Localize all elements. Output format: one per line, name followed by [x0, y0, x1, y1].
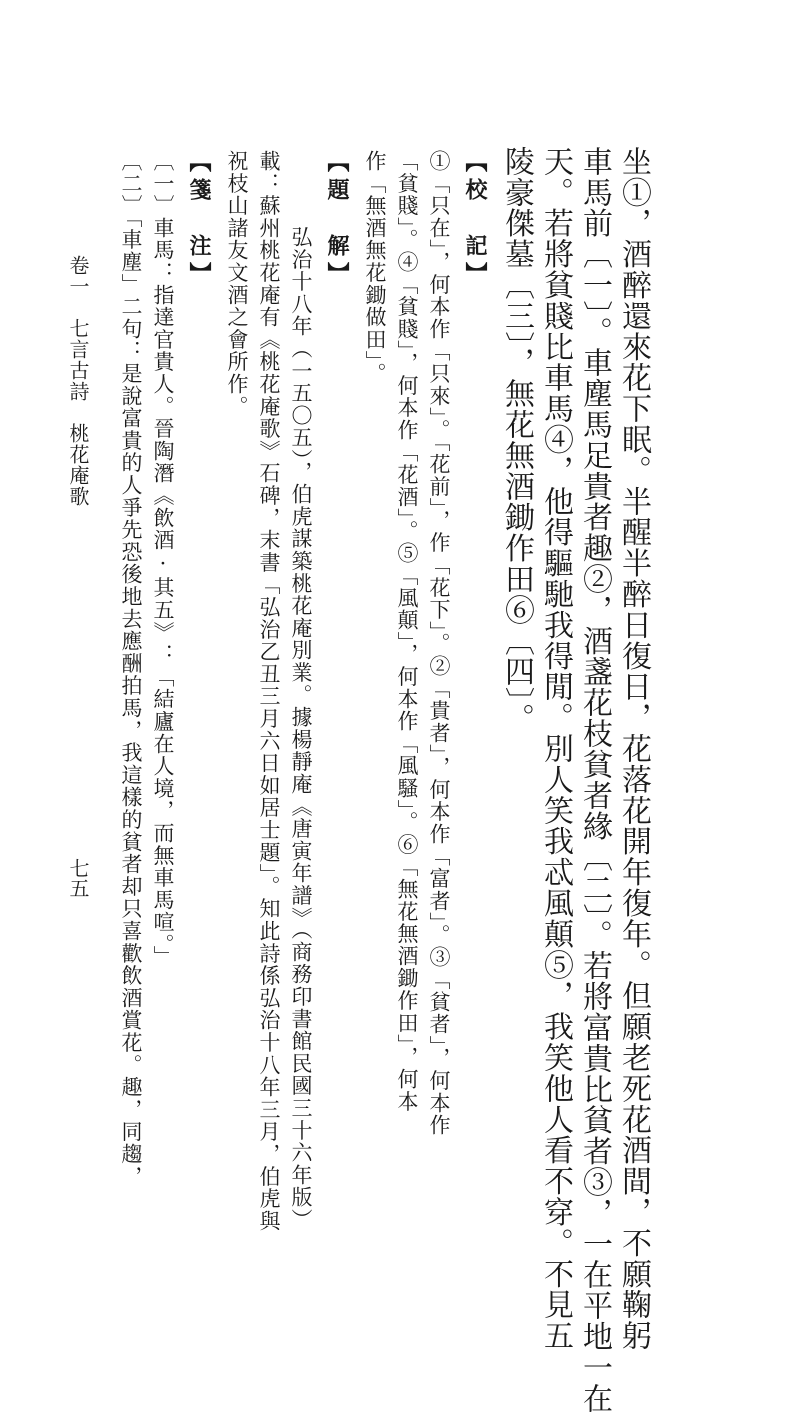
jiaoji-line-3: 作「無酒無花鋤做田」。 — [363, 150, 387, 385]
running-head: 卷一 七言古詩 桃花庵歌 — [66, 255, 90, 507]
jiaoji-heading: 【校 記】 — [462, 150, 488, 290]
tijie-line-2: 載：蘇州桃花庵有《桃花庵歌》石碑，末書「弘治乙丑三月六日如居士題」。知此詩係弘治十八年三月，伯虎與 — [257, 150, 281, 1233]
poem-line-2: 車馬前〔一〕。車塵馬足貴者趣②，酒盞花枝貧者緣〔二〕。若將富貴比貧者③，一在平地一在 — [577, 146, 612, 1414]
tijie-heading: 【題 解】 — [324, 150, 350, 290]
jianzhu-heading: 【箋 注】 — [186, 150, 212, 290]
page-number: 七五 — [66, 858, 90, 898]
poem-line-1: 坐①，酒醉還來花下眠。半醒半醉日復日，花落花開年復年。但願老死花酒間，不願鞠躬 — [616, 146, 651, 1352]
tijie-line-3: 祝枝山諸友文酒之會所作。 — [225, 150, 249, 418]
jiaoji-line-1: ①「只在」，何本作「只來」。「花前」，作「花下」。②「貴者」，何本作「富者」。③「貧者」，何本作 — [427, 150, 451, 1137]
tijie-line-1: 弘治十八年（一五〇五），伯虎謀築桃花庵別業。據楊靜庵《唐寅年譜》（商務印書館民國三十六年版） — [289, 226, 313, 1231]
poem-line-4: 陵豪傑墓〔三〕，無花無酒鋤作田⑥〔四〕。 — [499, 146, 534, 734]
poem-line-3: 天。若將貧賤比車馬④，他得驅馳我得閒。別人笑我忒風顛⑤，我笑他人看不穿。不見五 — [538, 146, 573, 1352]
jianzhu-line-2: 〔二〕「車塵」二句：是說富貴的人爭先恐後地去應酬拍馬，我這樣的貧者却只喜歡飲酒賞花。趣，同趨， — [119, 150, 143, 1188]
jiaoji-line-2: 「貧賤」。④「貧賤」，何本作「花酒」。⑤「風顛」，何本作「風騷」。⑥「無花無酒鋤作田」，何本 — [395, 150, 419, 1113]
jianzhu-line-1: 〔一〕車馬：指達官貴人。晉陶潛《飲酒·其五》：「結廬在人境，而無車馬喧。」 — [151, 150, 175, 968]
